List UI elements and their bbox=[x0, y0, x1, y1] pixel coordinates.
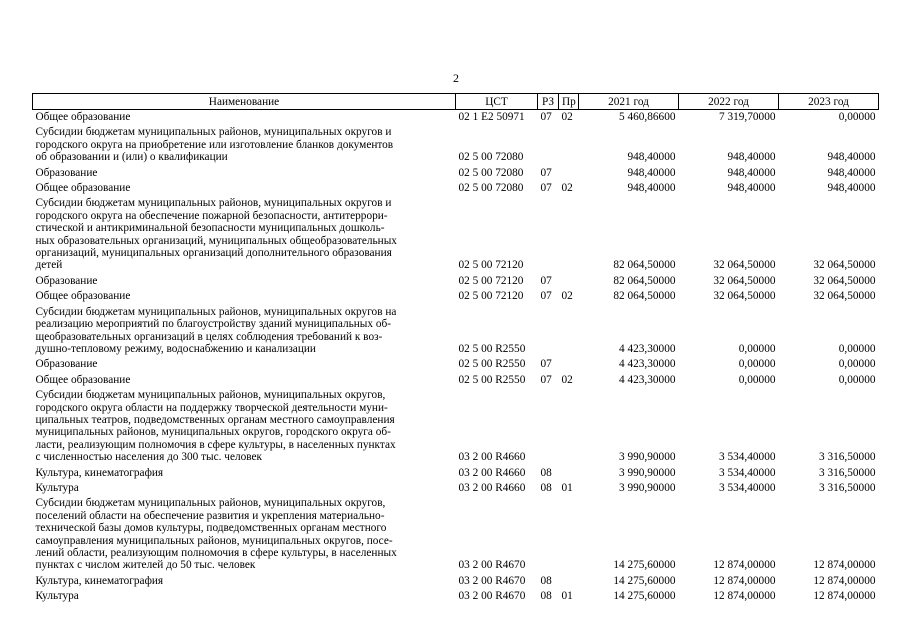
table-header bbox=[33, 94, 879, 110]
row-name bbox=[33, 496, 456, 573]
budget-table bbox=[32, 93, 879, 605]
row-pr bbox=[559, 357, 579, 372]
row-2022: 0,00000 bbox=[738, 342, 776, 355]
header-2023: 2023 год bbox=[779, 94, 879, 110]
header-pr: Пр bbox=[559, 94, 579, 110]
row-rz: 07 bbox=[540, 274, 552, 287]
row-cst: 02 5 00 R2550 bbox=[458, 342, 526, 355]
table-row bbox=[33, 496, 879, 573]
row-name-line: Культура, кинематография bbox=[35, 466, 164, 479]
row-2022: 32 064,50000 bbox=[713, 274, 776, 287]
row-2023: 0,00000 bbox=[838, 373, 876, 386]
row-name-line: ципальных театров, подведомственных органам местного самоуправления bbox=[35, 413, 395, 426]
row-2022: 3 534,40000 bbox=[719, 466, 776, 479]
row-2022: 32 064,50000 bbox=[713, 259, 776, 272]
row-name-line: детей bbox=[35, 259, 63, 272]
row-cst: 02 5 00 72080 bbox=[458, 166, 524, 179]
row-2021: 3 990,90000 bbox=[619, 481, 676, 494]
row-pr bbox=[559, 274, 579, 289]
row-rz bbox=[538, 388, 559, 465]
row-cst: 02 5 00 72080 bbox=[458, 182, 524, 195]
row-2022: 948,40000 bbox=[727, 151, 776, 164]
row-name bbox=[33, 357, 456, 372]
row-cst: 02 5 00 72080 bbox=[458, 151, 524, 164]
row-2023: 12 874,00000 bbox=[813, 590, 876, 603]
row-rz bbox=[538, 496, 559, 573]
table-row bbox=[33, 574, 879, 589]
table-row bbox=[33, 373, 879, 388]
row-name-line: Образование bbox=[35, 166, 98, 179]
row-2023: 948,40000 bbox=[827, 166, 876, 179]
row-2023: 3 316,50000 bbox=[819, 451, 876, 464]
row-rz bbox=[538, 196, 559, 273]
row-name-line: муниципальных районов, муниципальных округов, городского округа об- bbox=[35, 426, 391, 439]
row-2021: 14 275,60000 bbox=[613, 559, 676, 572]
row-rz: 07 bbox=[540, 290, 552, 303]
row-pr bbox=[559, 305, 579, 358]
row-pr: 02 bbox=[561, 290, 573, 303]
row-name-line: Субсидии бюджетам муниципальных районов, муниципальных округов и bbox=[35, 197, 392, 210]
row-2022: 12 874,00000 bbox=[713, 574, 776, 587]
row-name-line: лений области, реализующим полномочия в сфере культуры, в населенных bbox=[35, 547, 397, 559]
row-cst: 03 2 00 R4670 bbox=[458, 574, 526, 587]
row-2022: 3 534,40000 bbox=[719, 481, 776, 494]
row-cst: 03 2 00 R4670 bbox=[458, 559, 526, 572]
row-rz: 07 bbox=[540, 373, 552, 386]
row-pr bbox=[559, 166, 579, 181]
row-2022: 12 874,00000 bbox=[713, 590, 776, 603]
row-name-line: Общее образование bbox=[35, 111, 131, 123]
row-pr: 02 bbox=[561, 373, 573, 386]
row-cst: 02 5 00 72120 bbox=[458, 259, 524, 272]
row-name-line: об образовании и (или) о квалификации bbox=[35, 151, 228, 164]
page-number: 2 bbox=[453, 71, 459, 85]
row-rz: 08 bbox=[540, 481, 552, 494]
row-pr bbox=[559, 125, 579, 165]
row-name bbox=[33, 466, 456, 481]
row-name bbox=[33, 181, 456, 196]
row-name-line: городского округа на обеспечение пожарной безопасности, антитеррори- bbox=[35, 209, 388, 222]
row-cst: 03 2 00 R4670 bbox=[458, 590, 526, 603]
row-2022: 0,00000 bbox=[738, 358, 776, 371]
row-rz: 07 bbox=[540, 358, 552, 371]
row-name-line: ласти, реализующим полномочия в сфере культуры, в населенных пунктах bbox=[35, 438, 396, 451]
row-2023: 12 874,00000 bbox=[813, 574, 876, 587]
table-row bbox=[33, 305, 879, 358]
row-name bbox=[33, 373, 456, 388]
table-row bbox=[33, 357, 879, 372]
row-name bbox=[33, 196, 456, 273]
table-row bbox=[33, 125, 879, 165]
row-name-line: Образование bbox=[35, 274, 98, 287]
row-name bbox=[33, 289, 456, 304]
table-row bbox=[33, 110, 879, 126]
row-name bbox=[33, 574, 456, 589]
row-cst: 02 5 00 72120 bbox=[458, 274, 524, 287]
row-rz: 07 bbox=[540, 182, 552, 195]
row-name-line: Культура bbox=[35, 481, 79, 494]
row-name-line: Культура, кинематография bbox=[35, 574, 164, 587]
row-pr bbox=[559, 466, 579, 481]
row-2022: 32 064,50000 bbox=[713, 290, 776, 303]
table-row bbox=[33, 289, 879, 304]
row-2021: 82 064,50000 bbox=[613, 259, 676, 272]
row-name bbox=[33, 166, 456, 181]
row-pr bbox=[559, 574, 579, 589]
row-name bbox=[33, 274, 456, 289]
row-rz: 07 bbox=[540, 111, 552, 123]
table-row bbox=[33, 166, 879, 181]
row-2021: 4 423,30000 bbox=[619, 342, 676, 355]
row-cst: 03 2 00 R4660 bbox=[458, 466, 526, 479]
row-name bbox=[33, 110, 456, 126]
header-2022: 2022 год bbox=[679, 94, 779, 110]
row-2021: 948,40000 bbox=[627, 151, 676, 164]
row-cst: 02 5 00 R2550 bbox=[458, 358, 526, 371]
row-pr: 02 bbox=[561, 182, 573, 195]
row-2023: 3 316,50000 bbox=[819, 466, 876, 479]
row-name bbox=[33, 589, 456, 604]
row-rz: 08 bbox=[540, 466, 552, 479]
table-row bbox=[33, 589, 879, 604]
row-name-line: самоуправления муниципальных районов, муниципальных округов, посе- bbox=[35, 534, 393, 547]
row-2023: 32 064,50000 bbox=[813, 290, 876, 303]
row-name-line: организаций, муниципальных организаций дополнительного образования bbox=[35, 247, 392, 260]
table-row bbox=[33, 466, 879, 481]
row-name bbox=[33, 305, 456, 358]
table-row bbox=[33, 181, 879, 196]
table-row bbox=[33, 274, 879, 289]
row-2022: 948,40000 bbox=[727, 166, 776, 179]
row-2023: 948,40000 bbox=[827, 151, 876, 164]
row-2022: 948,40000 bbox=[727, 182, 776, 195]
row-2021: 4 423,30000 bbox=[619, 373, 676, 386]
table-row bbox=[33, 388, 879, 465]
row-name-line: Субсидии бюджетам муниципальных районов, муниципальных округов, bbox=[35, 497, 386, 510]
row-2022: 7 319,70000 bbox=[719, 111, 776, 123]
table-row bbox=[33, 196, 879, 273]
row-name-line: пунктах с числом жителей до 50 тыс. человек bbox=[35, 559, 256, 572]
header-row bbox=[33, 94, 879, 110]
row-2023: 32 064,50000 bbox=[813, 274, 876, 287]
row-name-line: Общее образование bbox=[35, 373, 131, 386]
table-row bbox=[33, 481, 879, 496]
row-rz: 07 bbox=[540, 166, 552, 179]
row-2021: 82 064,50000 bbox=[613, 274, 676, 287]
row-2021: 14 275,60000 bbox=[613, 574, 676, 587]
row-2021: 14 275,60000 bbox=[613, 590, 676, 603]
header-name: Наименование bbox=[33, 94, 456, 110]
row-2021: 3 990,90000 bbox=[619, 466, 676, 479]
row-2023: 32 064,50000 bbox=[813, 259, 876, 272]
row-name-line: Общее образование bbox=[35, 182, 131, 195]
row-pr: 01 bbox=[561, 590, 573, 603]
row-name-line: городского округа области на поддержку творческой деятельности муни- bbox=[35, 401, 388, 414]
row-name-line: душно-тепловому режиму, водоснабжению и канализации bbox=[35, 342, 316, 355]
row-2022: 12 874,00000 bbox=[713, 559, 776, 572]
row-2021: 82 064,50000 bbox=[613, 290, 676, 303]
table-body bbox=[33, 110, 879, 605]
row-pr: 01 bbox=[561, 481, 573, 494]
row-2021: 948,40000 bbox=[627, 166, 676, 179]
header-rz: РЗ bbox=[538, 94, 559, 110]
row-name bbox=[33, 388, 456, 465]
row-name bbox=[33, 481, 456, 496]
row-name-line: Субсидии бюджетам муниципальных районов, муниципальных округов на bbox=[35, 305, 397, 318]
row-name-line: с численностью населения до 300 тыс. человек bbox=[35, 451, 263, 464]
row-name-line: технической базы домов культуры, подведомственных органам местного bbox=[35, 522, 387, 535]
row-2021: 948,40000 bbox=[627, 182, 676, 195]
row-pr: 02 bbox=[561, 111, 573, 123]
row-2023: 0,00000 bbox=[838, 111, 876, 123]
row-pr bbox=[559, 388, 579, 465]
row-2021: 4 423,30000 bbox=[619, 358, 676, 371]
row-2023: 0,00000 bbox=[838, 342, 876, 355]
row-name-line: Субсидии бюджетам муниципальных районов, муниципальных округов, bbox=[35, 389, 386, 402]
row-2023: 948,40000 bbox=[827, 182, 876, 195]
row-rz bbox=[538, 125, 559, 165]
row-name-line: Культура bbox=[35, 590, 79, 603]
row-name-line: реализацию мероприятий по благоустройству зданий муниципальных об- bbox=[35, 318, 392, 331]
row-name-line: ных образовательных организаций, муниципальных общеобразовательных bbox=[35, 234, 397, 247]
row-name-line: Общее образование bbox=[35, 290, 131, 303]
row-2023: 12 874,00000 bbox=[813, 559, 876, 572]
row-2023: 3 316,50000 bbox=[819, 481, 876, 494]
row-rz: 08 bbox=[540, 574, 552, 587]
row-cst: 02 5 00 R2550 bbox=[458, 373, 526, 386]
header-2021: 2021 год bbox=[579, 94, 679, 110]
row-pr bbox=[559, 196, 579, 273]
row-name-line: щеобразовательных организаций в целях соблюдения требований к воз- bbox=[35, 330, 383, 343]
row-name-line: городского округа на приобретение или изготовление бланков документов bbox=[35, 138, 394, 151]
row-name-line: стической и антикриминальной безопасности муниципальных дошколь- bbox=[35, 222, 385, 235]
row-2021: 3 990,90000 bbox=[619, 451, 676, 464]
row-cst: 02 5 00 72120 bbox=[458, 290, 524, 303]
row-2023: 0,00000 bbox=[838, 358, 876, 371]
row-pr bbox=[559, 496, 579, 573]
row-2022: 0,00000 bbox=[738, 373, 776, 386]
row-rz: 08 bbox=[540, 590, 552, 603]
row-cst: 02 1 E2 50971 bbox=[458, 111, 525, 123]
row-cst: 03 2 00 R4660 bbox=[458, 451, 526, 464]
row-rz bbox=[538, 305, 559, 358]
row-name-line: поселений области на обеспечение развития и укрепления материально- bbox=[35, 509, 385, 522]
row-2021: 5 460,86600 bbox=[619, 111, 676, 123]
row-name-line: Образование bbox=[35, 358, 98, 371]
header-cst: ЦСТ bbox=[456, 94, 538, 110]
row-name bbox=[33, 125, 456, 165]
row-name-line: Субсидии бюджетам муниципальных районов, муниципальных округов и bbox=[35, 126, 392, 139]
row-cst: 03 2 00 R4660 bbox=[458, 481, 526, 494]
row-2022: 3 534,40000 bbox=[719, 451, 776, 464]
